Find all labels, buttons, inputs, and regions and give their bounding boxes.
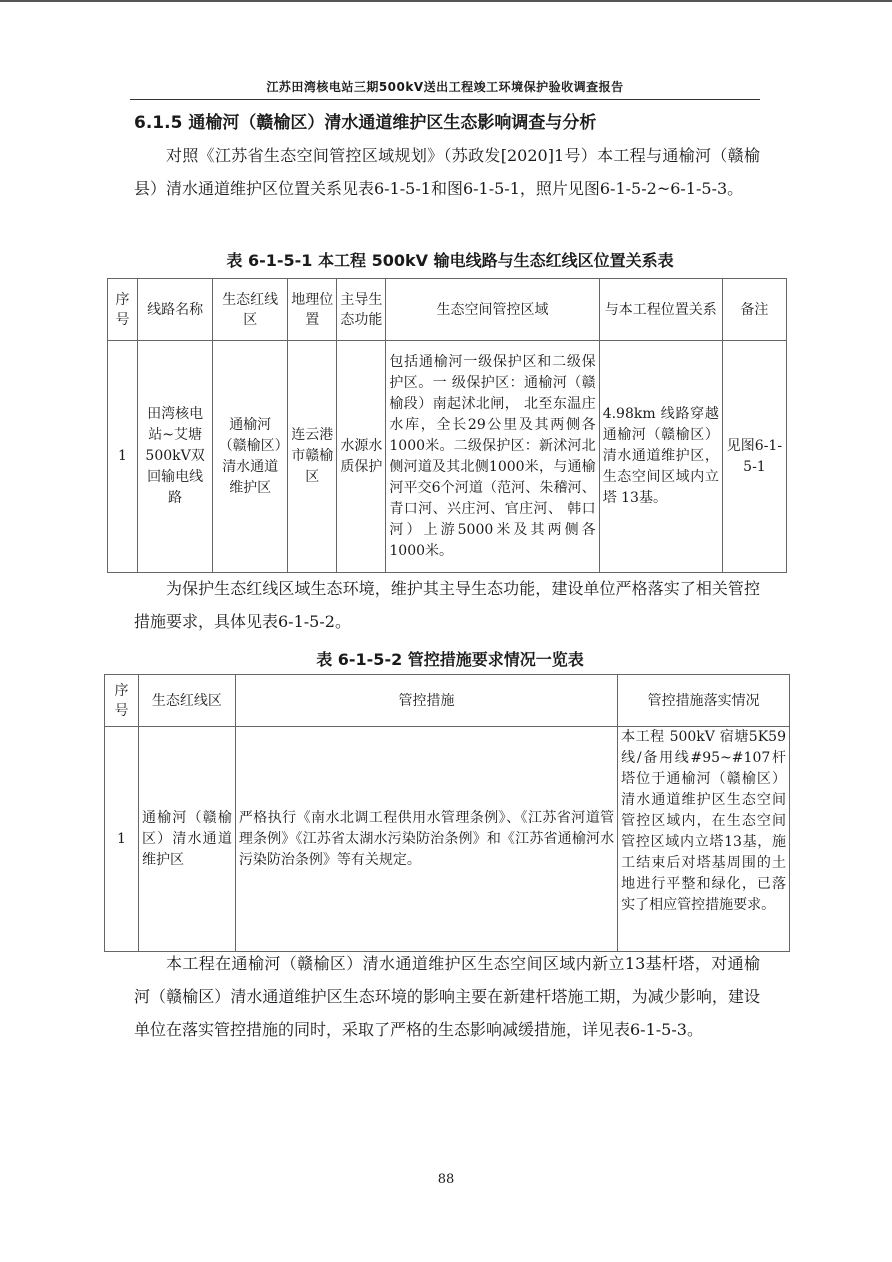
table1-position-relation	[107, 278, 787, 573]
page-top-border	[0, 0, 892, 2]
table1-header-red-line-zone: 生态红线区	[213, 279, 288, 341]
table2-cell-red-line-zone: 通榆河（赣榆区）清水通道维护区	[138, 727, 235, 952]
table-row	[105, 727, 790, 952]
paragraph-intro: 对照《江苏省生态空间管控区域规划》（苏政发[2020]1号）本工程与通榆河（赣榆县）清水通道维护区位置关系见表6-1-5-1和图6-1-5-1，照片见图6-1-5-2~6-1-5-3。	[134, 146, 760, 198]
table2-cell-no: 1	[105, 727, 139, 952]
paragraph-control-measures: 为保护生态红线区域生态环境，维护其主导生态功能，建设单位严格落实了相关管控措施要求，具体见表6-1-5-2。	[134, 579, 760, 631]
paragraph-impact-summary: 本工程在通榆河（赣榆区）清水通道维护区生态空间区域内新立13基杆塔，对通榆河（赣榆区）清水通道维护区生态环境的影响主要在新建杆塔施工期，为减少影响，建设单位在落实管控措施的同时，采取了严格的生态影响减缓措施，详见表6-1-5-3。	[134, 954, 760, 1039]
table-row	[108, 341, 787, 573]
table1-cell-red-line-zone: 通榆河（赣榆区）清水通道维护区	[213, 341, 288, 573]
table2-control-measures	[104, 674, 790, 952]
header-rule	[130, 99, 760, 100]
table1-cell-no: 1	[108, 341, 138, 573]
table1-cell-remark: 见图6-1-5-1	[722, 341, 786, 573]
section-title: 6.1.5 通榆河（赣榆区）清水通道维护区生态影响调查与分析	[134, 113, 597, 133]
table1-cell-location: 连云港市赣榆区	[288, 341, 337, 573]
table1-header-control-area: 生态空间管控区域	[386, 279, 599, 341]
table2-cell-implementation: 本工程 500kV 宿塘5K59线/备用线#95~#107杆塔位于通榆河（赣榆区）清水通道维护区生态空间管控区域内，在生态空间管控区域内立塔13基，施工结束后对塔基周围的土地进行平整和绿化，已落实了相应管控措施要求。	[618, 727, 790, 952]
table1-cell-line-name: 田湾核电站~艾塘500kV双回输电线路	[138, 341, 213, 573]
table1-header-no: 序号	[108, 279, 138, 341]
table2-header-row	[105, 675, 790, 727]
running-header: 江苏田湾核电站三期500kV送出工程竣工环境保护验收调查报告	[266, 80, 624, 94]
table1-cell-control-area: 包括通榆河一级保护区和二级保护区。一 级保护区：通榆河（赣榆段）南起沭北闸， 北至东温庄水库，全长29公里及其两侧各 1000米。二级保护区：新沭河北侧河道及其北侧1000米，与通榆河平交6个河道（范河、朱稽河、青口河、兴庄河、官庄河、 韩口河）上游5000米及其两侧各1000米。	[386, 341, 599, 573]
table1-header-relation: 与本工程位置关系	[599, 279, 722, 341]
page-number: 88	[437, 1172, 455, 1187]
table1-caption: 表 6-1-5-1 本工程 500kV 输电线路与生态红线区位置关系表	[226, 251, 674, 270]
table2-cell-measures: 严格执行《南水北调工程供用水管理条例》、《江苏省河道管理条例》《江苏省太湖水污染防治条例》和《江苏省通榆河水污染防治条例》等有关规定。	[235, 727, 617, 952]
table1-header-line-name: 线路名称	[138, 279, 213, 341]
table2-header-red-line-zone: 生态红线区	[138, 675, 235, 727]
table2-header-no: 序号	[105, 675, 139, 727]
table1-cell-relation: 4.98km 线路穿越通榆河（赣榆区）清水通道维护区，生态空间区域内立塔 13基。	[599, 341, 722, 573]
table1-header-function: 主导生态功能	[337, 279, 386, 341]
table1-header-remark: 备注	[722, 279, 786, 341]
table1-cell-function: 水源水质保护	[337, 341, 386, 573]
table1-header-row	[108, 279, 787, 341]
table2-header-implementation: 管控措施落实情况	[618, 675, 790, 727]
table1-header-location: 地理位置	[288, 279, 337, 341]
table2-header-measures: 管控措施	[235, 675, 617, 727]
table2-caption: 表 6-1-5-2 管控措施要求情况一览表	[316, 650, 584, 669]
